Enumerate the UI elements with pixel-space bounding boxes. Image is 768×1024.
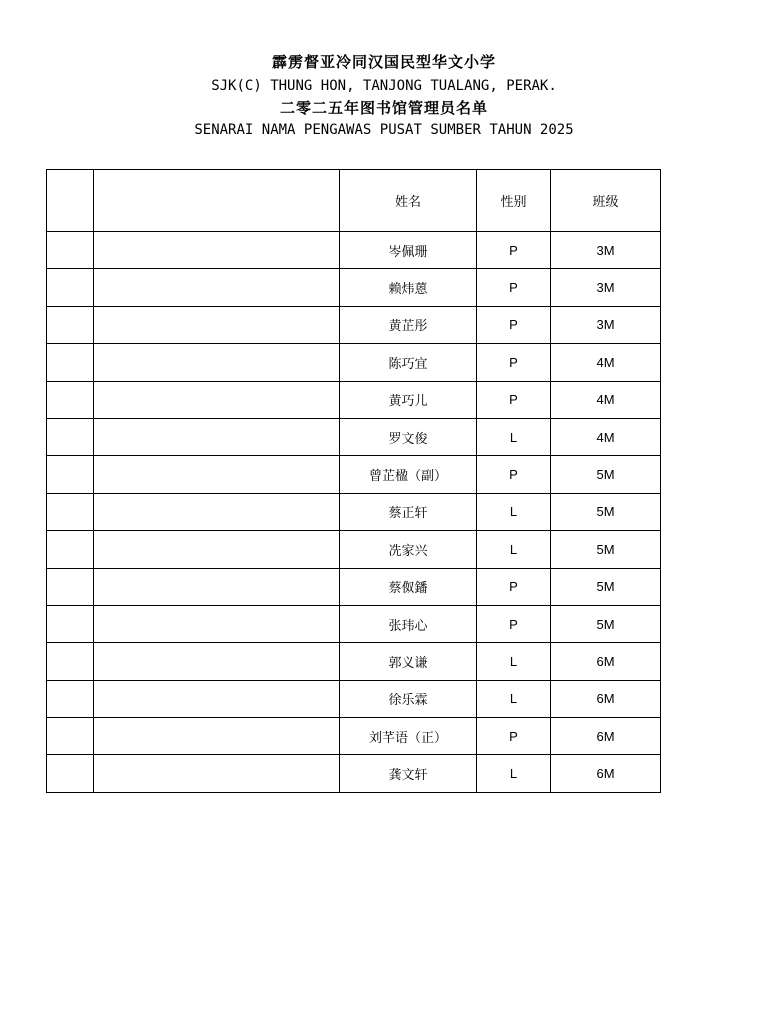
student-name: 黄芷彤 — [340, 306, 477, 343]
student-class: 3M — [551, 306, 661, 343]
blank-cell-2 — [94, 718, 340, 755]
column-header-name: 姓名 — [340, 170, 477, 232]
student-class: 5M — [551, 456, 661, 493]
student-class: 6M — [551, 755, 661, 792]
librarian-roster-table — [46, 169, 661, 793]
blank-cell-2 — [94, 755, 340, 792]
blank-cell-2 — [94, 456, 340, 493]
blank-cell-2 — [94, 306, 340, 343]
blank-cell-2 — [94, 344, 340, 381]
student-class: 6M — [551, 680, 661, 717]
table-row — [47, 381, 661, 418]
blank-cell-2 — [94, 568, 340, 605]
table-row — [47, 680, 661, 717]
blank-cell-2 — [94, 493, 340, 530]
student-class: 5M — [551, 531, 661, 568]
student-name: 冼家兴 — [340, 531, 477, 568]
blank-cell-2 — [94, 418, 340, 455]
student-gender: L — [477, 531, 551, 568]
blank-cell-1 — [47, 643, 94, 680]
student-name: 蔡伮鐇 — [340, 568, 477, 605]
table-row — [47, 344, 661, 381]
student-gender: P — [477, 568, 551, 605]
student-gender: L — [477, 643, 551, 680]
blank-cell-1 — [47, 605, 94, 642]
student-class: 5M — [551, 568, 661, 605]
student-class: 3M — [551, 269, 661, 306]
student-gender: L — [477, 755, 551, 792]
table-row — [47, 568, 661, 605]
student-gender: P — [477, 306, 551, 343]
student-class: 4M — [551, 381, 661, 418]
student-gender: P — [477, 381, 551, 418]
student-class: 4M — [551, 344, 661, 381]
table-row — [47, 232, 661, 269]
blank-cell-1 — [47, 456, 94, 493]
table-row — [47, 306, 661, 343]
table-row — [47, 718, 661, 755]
blank-cell-1 — [47, 269, 94, 306]
blank-cell-2 — [94, 531, 340, 568]
blank-cell-1 — [47, 531, 94, 568]
student-gender: L — [477, 418, 551, 455]
table-row — [47, 643, 661, 680]
blank-cell-1 — [47, 493, 94, 530]
student-class: 5M — [551, 493, 661, 530]
table-row — [47, 456, 661, 493]
student-name: 曾芷楹（副） — [340, 456, 477, 493]
student-name: 黄巧儿 — [340, 381, 477, 418]
blank-cell-1 — [47, 568, 94, 605]
student-gender: P — [477, 605, 551, 642]
student-gender: P — [477, 232, 551, 269]
school-name-chinese: 霹雳督亚冷同汉国民型华文小学 — [271, 53, 496, 71]
blank-cell-2 — [94, 605, 340, 642]
column-header-gender: 性别 — [477, 170, 551, 232]
blank-cell-1 — [47, 306, 94, 343]
student-name: 罗文俊 — [340, 418, 477, 455]
table-row — [47, 269, 661, 306]
blank-cell-1 — [47, 755, 94, 792]
student-class: 6M — [551, 718, 661, 755]
table-row — [47, 605, 661, 642]
student-name: 刘芊语（正） — [340, 718, 477, 755]
student-name: 龚文轩 — [340, 755, 477, 792]
table-header-row — [47, 170, 661, 232]
blank-cell-1 — [47, 381, 94, 418]
blank-cell-1 — [47, 718, 94, 755]
blank-cell-1 — [47, 344, 94, 381]
list-title-chinese: 二零二五年图书馆管理员名单 — [279, 99, 488, 117]
student-gender: L — [477, 680, 551, 717]
column-header-blank-1 — [47, 170, 94, 232]
student-class: 6M — [551, 643, 661, 680]
school-name-malay: SJK(C) THUNG HON, TANJONG TUALANG, PERAK. — [211, 78, 557, 94]
blank-cell-2 — [94, 680, 340, 717]
blank-cell-1 — [47, 232, 94, 269]
table-row — [47, 418, 661, 455]
table-body — [47, 232, 661, 793]
student-gender: P — [477, 718, 551, 755]
student-gender: P — [477, 269, 551, 306]
student-gender: L — [477, 493, 551, 530]
table-row — [47, 755, 661, 792]
blank-cell-1 — [47, 680, 94, 717]
student-name: 蔡正轩 — [340, 493, 477, 530]
student-name: 赖炜蒽 — [340, 269, 477, 306]
table-row — [47, 493, 661, 530]
student-name: 陈巧宜 — [340, 344, 477, 381]
blank-cell-2 — [94, 232, 340, 269]
blank-cell-2 — [94, 643, 340, 680]
student-class: 4M — [551, 418, 661, 455]
student-name: 张玮心 — [340, 605, 477, 642]
table-row — [47, 531, 661, 568]
student-name: 岑佩珊 — [340, 232, 477, 269]
student-class: 5M — [551, 605, 661, 642]
blank-cell-2 — [94, 381, 340, 418]
blank-cell-1 — [47, 418, 94, 455]
column-header-blank-2 — [94, 170, 340, 232]
student-name: 郭义谦 — [340, 643, 477, 680]
list-title-malay: SENARAI NAMA PENGAWAS PUSAT SUMBER TAHUN 2025 — [194, 122, 574, 138]
blank-cell-2 — [94, 269, 340, 306]
student-gender: P — [477, 456, 551, 493]
column-header-class: 班级 — [551, 170, 661, 232]
student-gender: P — [477, 344, 551, 381]
student-name: 徐乐霖 — [340, 680, 477, 717]
student-class: 3M — [551, 232, 661, 269]
